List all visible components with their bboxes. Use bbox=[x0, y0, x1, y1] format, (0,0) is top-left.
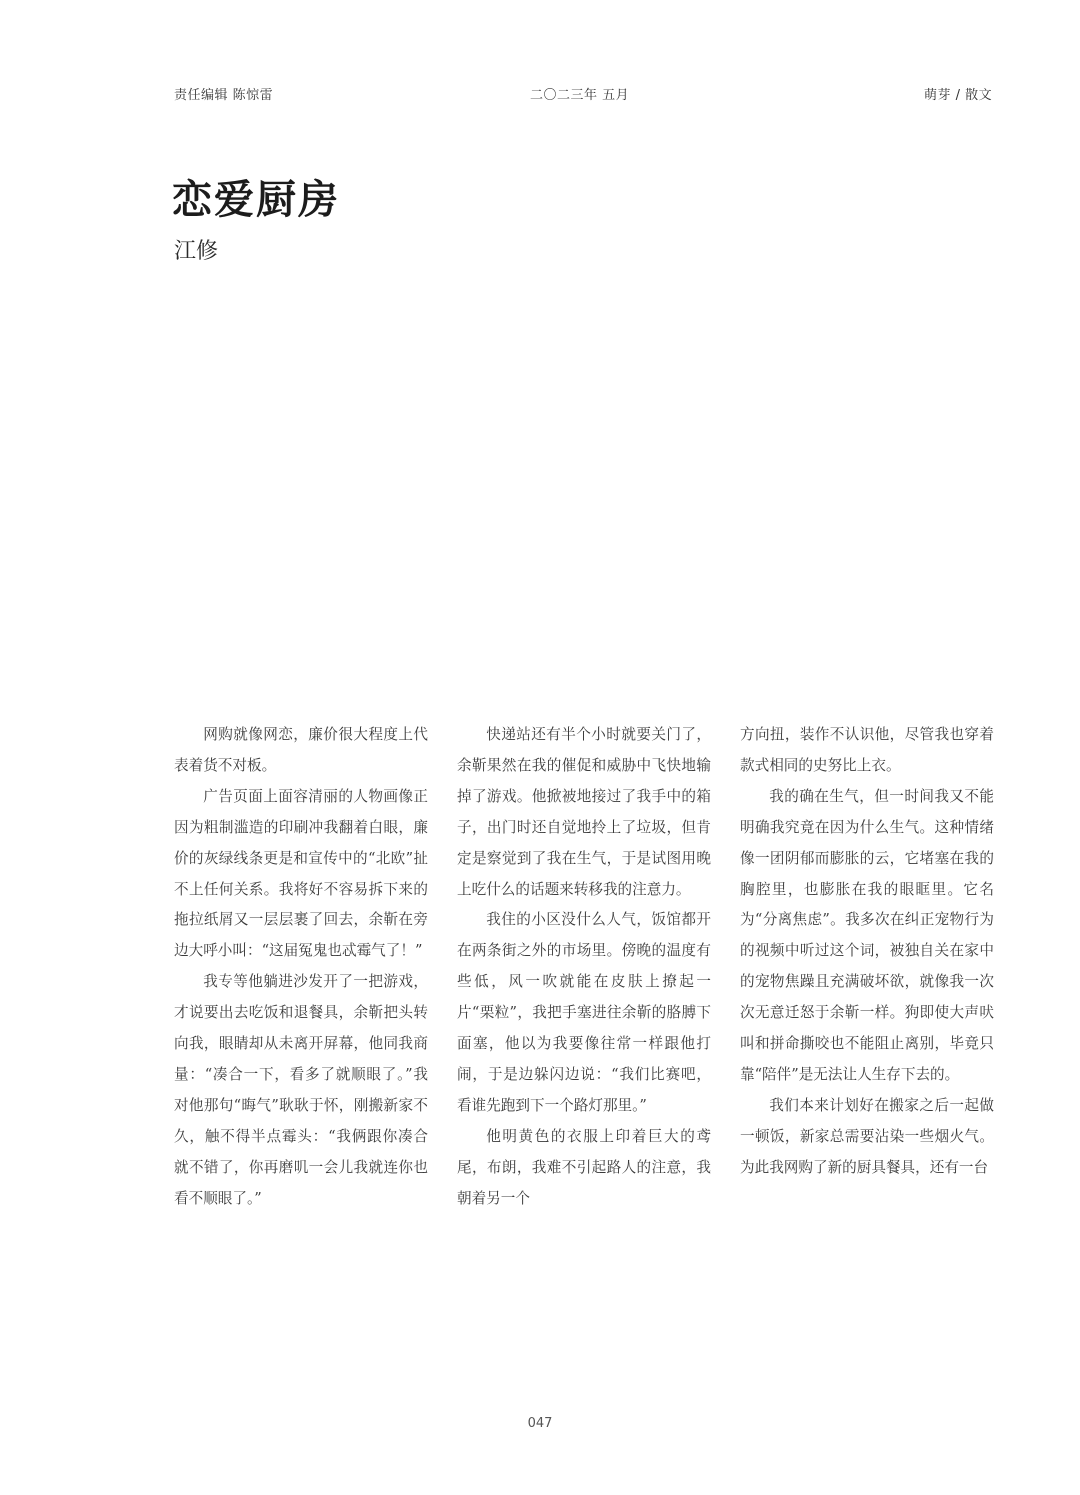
body-paragraph: 网购就像网恋，廉价很大程度上代表着货不对板。 bbox=[174, 726, 428, 774]
running-head-section: 萌芽 / 散文 bbox=[924, 88, 993, 103]
running-head-editor: 责任编辑 陈惊雷 bbox=[174, 88, 274, 103]
body-paragraph: 我们本来计划好在搬家之后一起做一顿饭，新家总需要沾染一些烟火气。为此我网购了新的厨具餐具，还有一台 bbox=[740, 1096, 994, 1176]
text-column-3 bbox=[740, 720, 994, 1184]
article-author: 江修 bbox=[174, 239, 219, 264]
body-paragraph: 方向扭，装作不认识他，尽管我也穿着款式相同的史努比上衣。 bbox=[740, 726, 994, 774]
body-paragraph: 他明黄色的衣服上印着巨大的鸢尾，布朗，我难不引起路人的注意，我朝着另一个 bbox=[457, 1127, 711, 1207]
body-paragraph: 广告页面上面容清丽的人物画像正因为粗制滥造的印刷冲我翻着白眼，廉价的灰绿线条更是和宣传中的“北欧”扯不上任何关系。我将好不容易拆下来的拖拉纸屑又一层层裹了回去，余靳在旁边大呼小叫：“这届冤鬼也忒霉气了！” bbox=[174, 787, 428, 960]
body-paragraph: 我住的小区没什么人气，饭馆都开在两条街之外的市场里。傍晚的温度有些低，风一吹就能在皮肤上撩起一片“栗粒”，我把手塞进往余靳的胳膊下面塞，他以为我要像往常一样跟他打闹，于是边躲闪边说：“我们比赛吧，看谁先跑到下一个路灯那里。” bbox=[457, 911, 711, 1114]
body-paragraph: 我的确在生气，但一时间我又不能明确我究竟在因为什么生气。这种情绪像一团阴郁而膨胀的云，它堵塞在我的胸腔里，也膨胀在我的眼眶里。它名为“分离焦虑”。我多次在纠正宠物行为的视频中听过这个词，被独自关在家中的宠物焦躁且充满破坏欲，就像我一次次无意迁怒于余靳一样。狗即使大声吠叫和拼命撕咬也不能阻止离别，毕竟只靠“陪伴”是无法让人生存下去的。 bbox=[740, 787, 994, 1083]
page-number: 047 bbox=[527, 1416, 553, 1431]
text-column-2 bbox=[457, 720, 711, 1215]
text-column-1 bbox=[174, 720, 428, 1215]
running-head-date: 二〇二三年 五月 bbox=[530, 88, 630, 103]
body-paragraph: 快递站还有半个小时就要关门了，余靳果然在我的催促和威胁中飞快地输掉了游戏。他掀被地接过了我手中的箱子，出门时还自觉地拎上了垃圾，但肯定是察觉到了我在生气，于是试图用晚上吃什么的话题来转移我的注意力。 bbox=[457, 726, 711, 898]
article-title: 恋爱厨房 bbox=[172, 176, 340, 223]
body-paragraph: 我专等他躺进沙发开了一把游戏，才说要出去吃饭和退餐具，余靳把头转向我，眼睛却从未离开屏幕，他同我商量：“凑合一下，看多了就顺眼了。”我对他那句“晦气”耿耿于怀，刚搬新家不久，触不得半点霉头：“我俩跟你凑合就不错了，你再磨叽一会儿我就连你也看不顺眼了。” bbox=[174, 973, 428, 1207]
